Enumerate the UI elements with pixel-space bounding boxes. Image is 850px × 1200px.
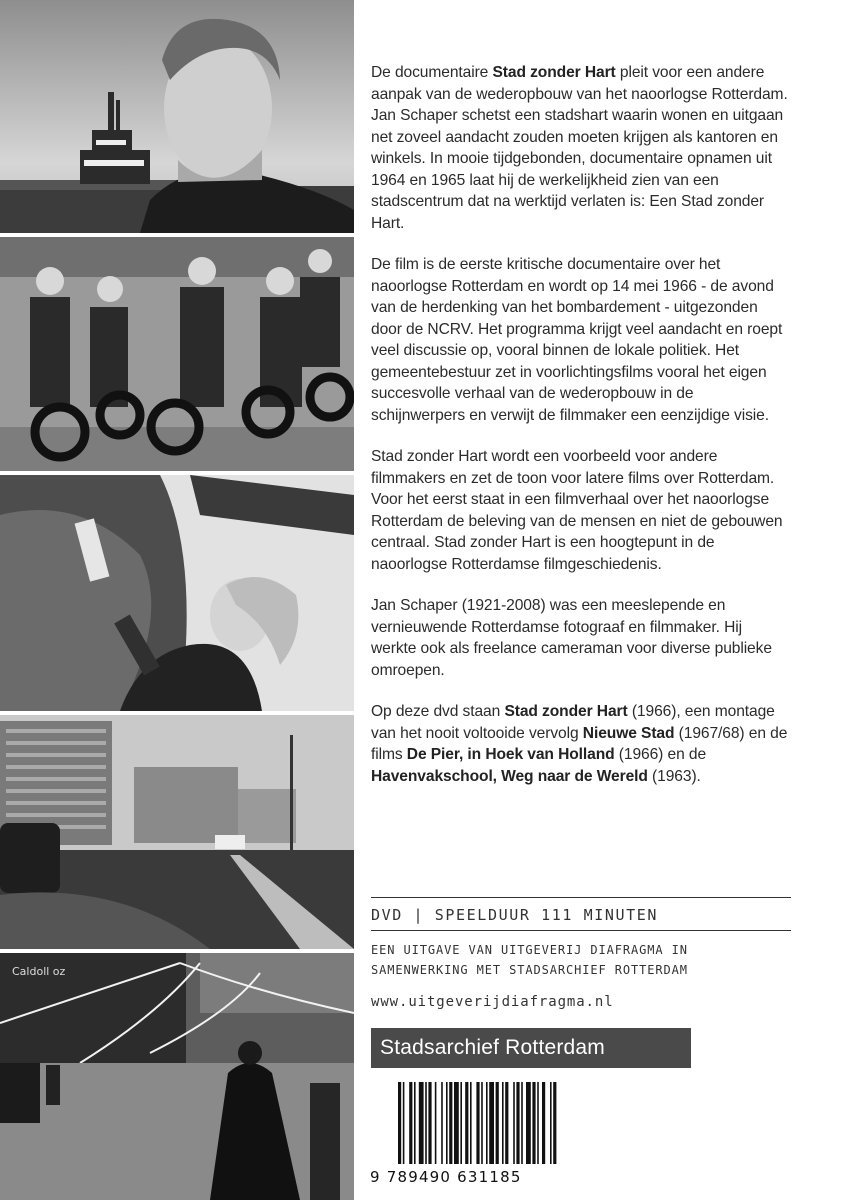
divider-bottom <box>371 930 791 931</box>
store-sign: Caldoll oz <box>12 965 66 978</box>
film-title: De Pier, in Hoek van Holland <box>406 746 615 763</box>
publisher-url: www.uitgeverijdiafragma.nl <box>371 994 614 1010</box>
paragraph-text: Jan Schaper (1921-2008) was een meeslepende en vernieuwende Rotterdamse fotograaf en filmmaker. Hij werkte ook als freelance cameraman voor diverse publieke omroepen. <box>371 597 772 679</box>
paragraph-text: (1966) en de <box>614 746 707 763</box>
film-title: Stad zonder Hart <box>492 64 616 81</box>
paragraph-text: Stad zonder Hart wordt een voorbeeld voor andere filmmakers en zet de toon voor latere films over Rotterdam. Voor het eerst staat in een filmverhaal over het naoorlogse Rotterdam de beleving van de mensen en niet de gebouwen centraal. Stad zonder Hart is een hoogtepunt in de naoorlogse Rotterdamse filmgeschiedenis. <box>371 448 783 573</box>
description-column <box>371 62 791 807</box>
publisher-line: EEN UITGAVE VAN UITGEVERIJ DIAFRAGMA IN <box>371 943 688 957</box>
paragraph-text: De film is de eerste kritische documentaire over het naoorlogse Rotterdam en wordt op 14 mei 1966 - de avond van de herdenking van het bombardement - uitgezonden door de NCRV. Het programma krijgt veel aandacht en roept veel discussie op, vooral binnen de lokale politiek. Het gemeentebestuur zet in voorlichtingsfilms vooral het eigen succesvolle verhaal van de wederopbouw in de schijnwerpers en verwijt de filmmaker een eenzijdige visie. <box>371 256 783 424</box>
paragraph-biography <box>371 595 791 681</box>
photo-night-street <box>0 953 354 1200</box>
publisher-line: SAMENWERKING MET STADSARCHIEF ROTTERDAM <box>371 963 688 977</box>
barcode-icon <box>370 1082 670 1184</box>
barcode-number: 9 789490 631185 <box>370 1168 522 1184</box>
photo-moped-riders <box>0 237 354 471</box>
publisher-info <box>371 940 811 980</box>
paragraph-intro <box>371 62 791 234</box>
paragraph-text: (1966), een montage van het nooit voltooide vervolg <box>371 703 775 742</box>
paragraph-text: Op deze dvd staan <box>371 703 505 720</box>
photo-city-street <box>0 715 354 949</box>
dvd-duration-line: DVD | SPEELDUUR 111 MINUTEN <box>371 906 659 924</box>
paragraph-broadcast <box>371 254 791 426</box>
photo-woman-poster <box>0 475 354 711</box>
photo-boy-ship <box>0 0 354 233</box>
film-title: Stad zonder Hart <box>504 703 628 720</box>
paragraph-text: De documentaire <box>371 64 493 81</box>
film-title: Havenvakschool, Weg naar de Wereld <box>371 767 648 785</box>
stadsarchief-logo: Stadsarchief Rotterdam <box>371 1028 691 1068</box>
photo-strip <box>0 0 354 1200</box>
paragraph-influence <box>371 446 791 575</box>
paragraph-text: (1963). <box>647 767 701 785</box>
divider-top <box>371 897 791 898</box>
film-title: Nieuwe Stad <box>582 724 675 742</box>
paragraph-text: pleit voor een andere aanpak van de wederopbouw van het naoorlogse Rotterdam. Jan Schaper schetst een stadshart waarin wonen en uitgaan net zoveel aandacht zouden moeten krijgen als kantoren en winkels. In mooie tijdgebonden, documentaire opnamen uit 1964 en 1965 laat hij de werkelijkheid zien van een stadscentrum dat na werktijd verlaten is: Een Stad zonder Hart. <box>371 64 788 232</box>
paragraph-text: (1967/68) en de films <box>371 724 788 763</box>
paragraph-contents <box>371 701 791 787</box>
